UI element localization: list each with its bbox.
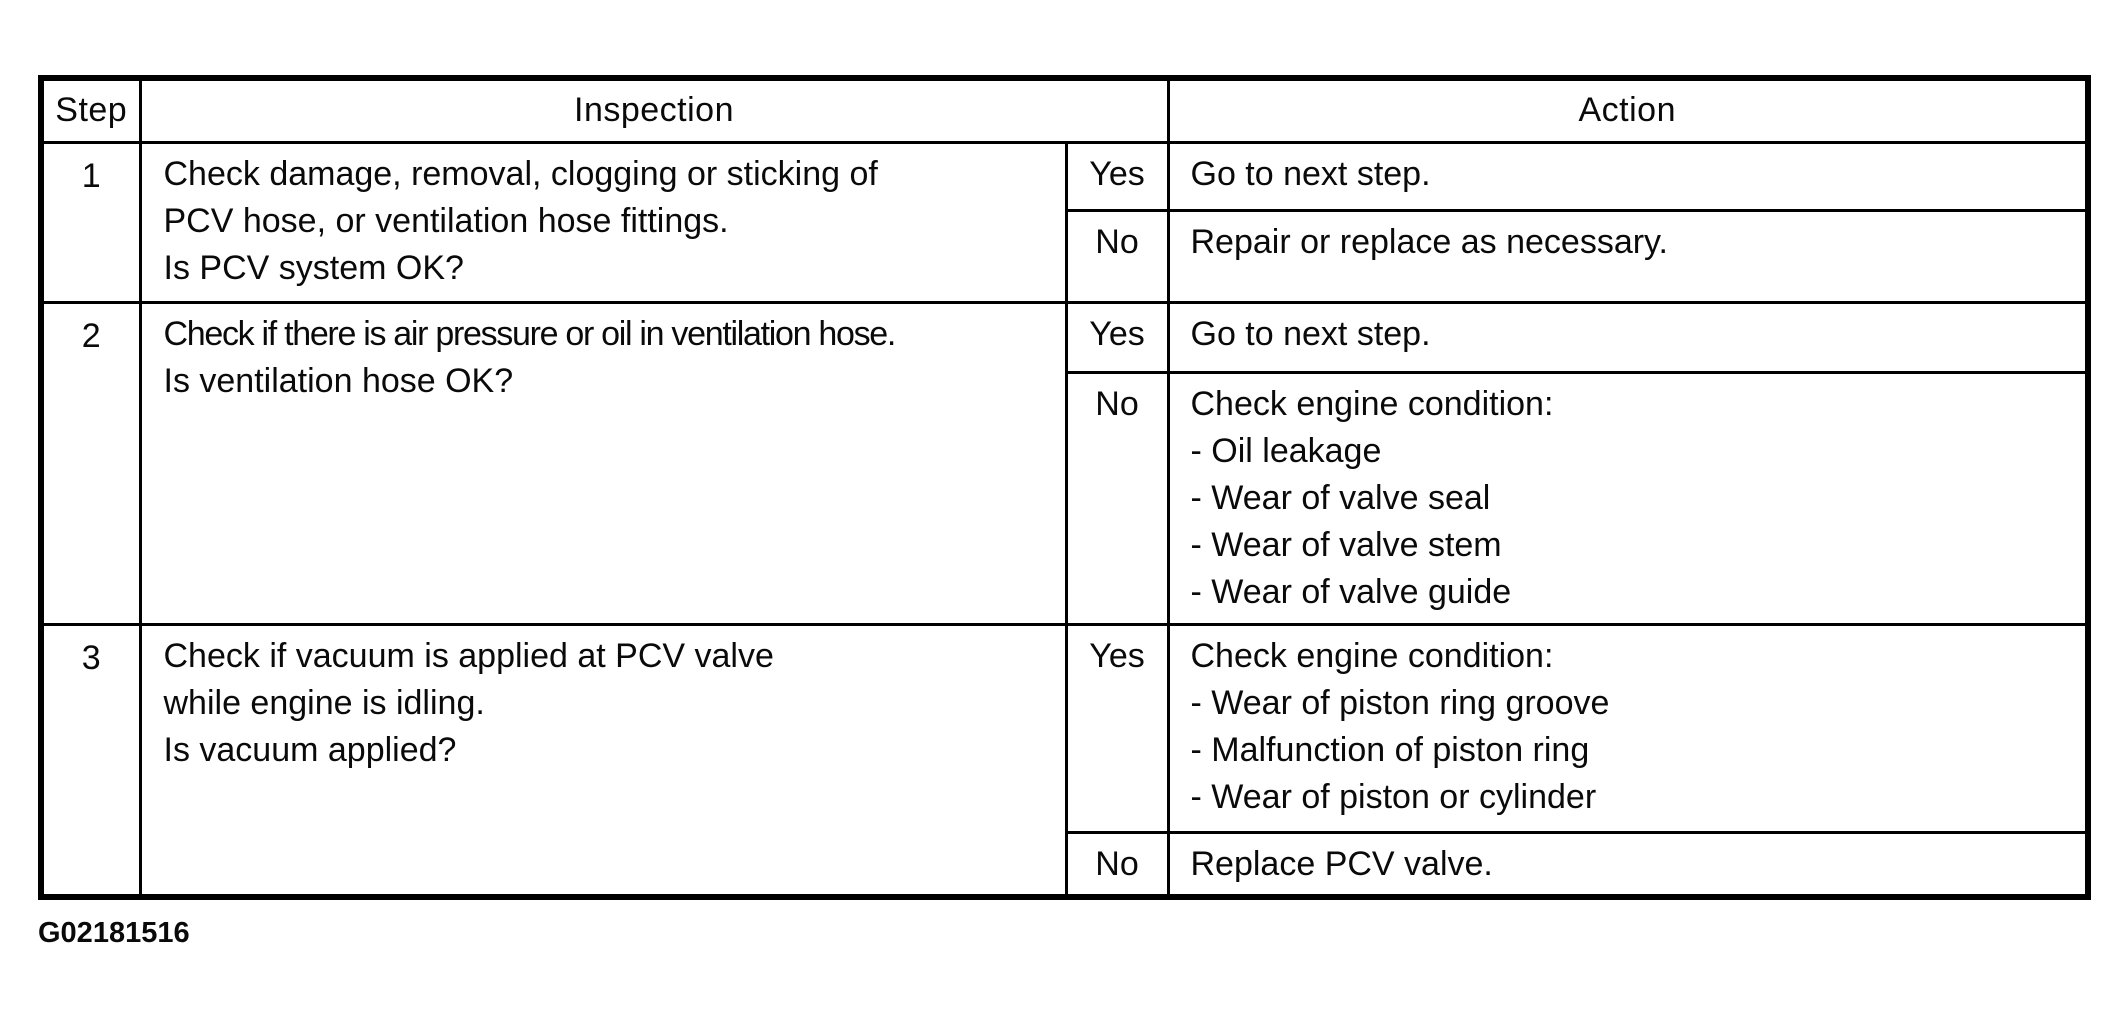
col-header-step: Step	[41, 78, 140, 142]
col-header-inspection: Inspection	[140, 78, 1168, 142]
action-line: - Wear of piston ring groove	[1190, 683, 1610, 722]
step-1-inspection-cell	[140, 142, 1066, 302]
step-3-inspection-cell	[140, 624, 1066, 897]
table-row	[41, 142, 2088, 210]
table-row	[41, 302, 2088, 372]
table-row	[41, 624, 2088, 832]
inspection-line: Is ventilation hose OK?	[163, 361, 514, 400]
inspection-line: Is PCV system OK?	[163, 248, 464, 287]
step-2-no-action-cell	[1168, 372, 2088, 624]
figure-id-label: G02181516	[38, 917, 190, 949]
step-2-yes-action-cell	[1168, 302, 2088, 372]
step-2-yes-cell: Yes	[1066, 302, 1168, 372]
pcv-diagnostic-table	[38, 75, 2091, 900]
action-line: - Wear of valve guide	[1190, 572, 1512, 611]
inspection-line: Check if vacuum is applied at PCV valve	[163, 636, 774, 675]
action-line: - Wear of piston or cylinder	[1190, 777, 1597, 816]
step-1-no-action-cell	[1168, 210, 2088, 302]
action-line: Replace PCV valve.	[1190, 844, 1493, 883]
action-line: Repair or replace as necessary.	[1190, 222, 1668, 261]
action-line: - Wear of valve stem	[1190, 525, 1502, 564]
step-3-number: 3	[41, 624, 140, 897]
action-line: Check engine condition:	[1190, 636, 1554, 675]
step-1-yes-action-cell	[1168, 142, 2088, 210]
step-1-no-cell: No	[1066, 210, 1168, 302]
step-3-no-action-cell	[1168, 832, 2088, 897]
action-line: - Malfunction of piston ring	[1190, 730, 1590, 769]
action-line: Check engine condition:	[1190, 384, 1554, 423]
step-2-number: 2	[41, 302, 140, 624]
step-3-yes-cell: Yes	[1066, 624, 1168, 832]
step-3-yes-action-cell	[1168, 624, 2088, 832]
step-1-number: 1	[41, 142, 140, 302]
col-header-action: Action	[1168, 78, 2088, 142]
action-line: - Oil leakage	[1190, 431, 1382, 470]
action-line: Go to next step.	[1190, 314, 1431, 353]
inspection-line: Check if there is air pressure or oil in ventilation hose.	[163, 314, 896, 353]
step-1-yes-cell: Yes	[1066, 142, 1168, 210]
step-2-no-cell: No	[1066, 372, 1168, 624]
header-row	[41, 78, 2088, 142]
action-line: - Wear of valve seal	[1190, 478, 1491, 517]
inspection-line: while engine is idling.	[163, 683, 485, 722]
inspection-line: Check damage, removal, clogging or sticking of	[163, 154, 878, 193]
step-2-inspection-cell	[140, 302, 1066, 624]
action-line: Go to next step.	[1190, 154, 1431, 193]
inspection-line: Is vacuum applied?	[163, 730, 457, 769]
inspection-line: PCV hose, or ventilation hose fittings.	[163, 201, 729, 240]
step-3-no-cell: No	[1066, 832, 1168, 897]
